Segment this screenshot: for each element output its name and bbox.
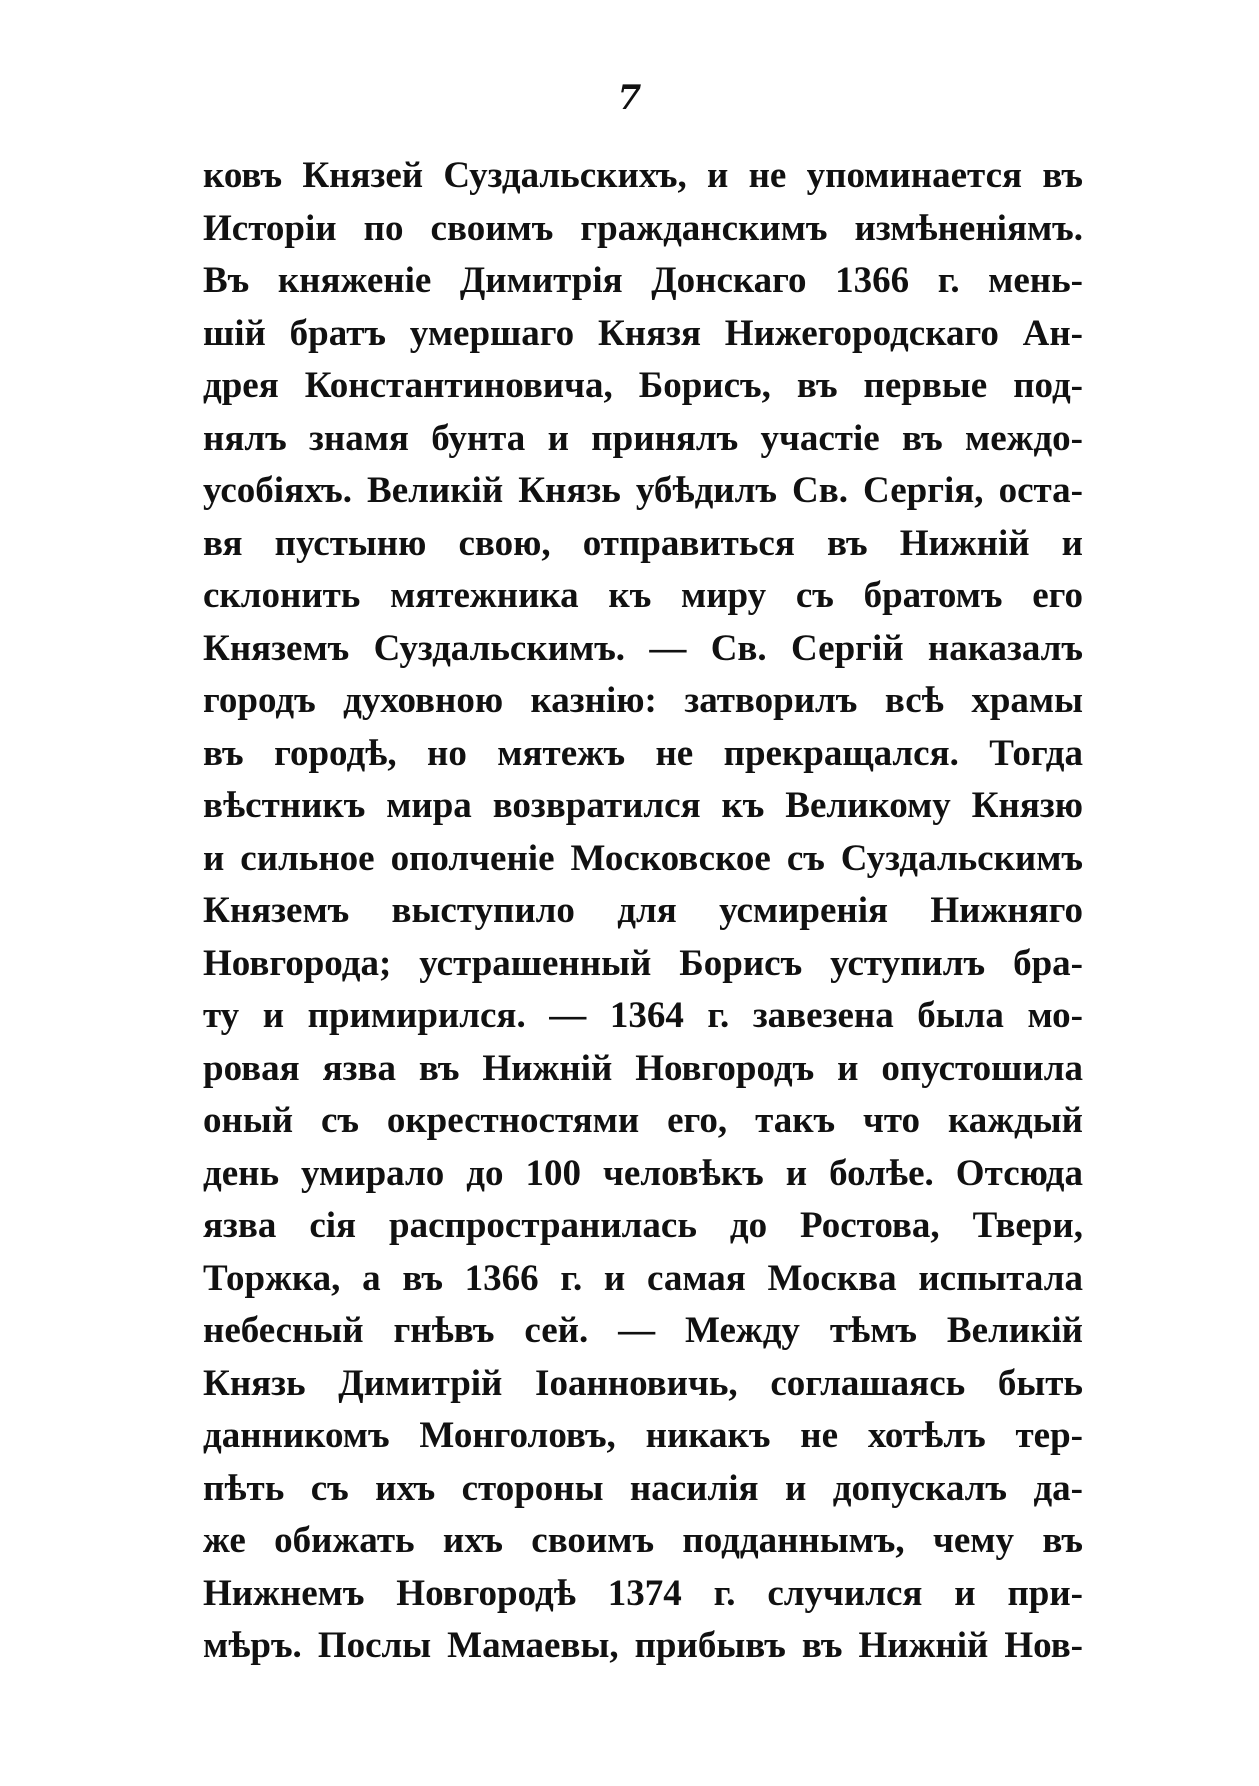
text-line: и сильное ополченіе Московское съ Суздальскимъ xyxy=(203,837,1083,879)
text-line: дрея Константиновича, Борисъ, въ первые под- xyxy=(203,365,1083,406)
text-line: вя пустыню свою, отправиться въ Нижній и xyxy=(203,522,1083,564)
text-line: городъ духовною казнію: затворилъ всѣ храмы xyxy=(203,680,1083,721)
text-line: Княземъ выступило для усмиренія Нижняго xyxy=(203,890,1083,931)
text-line: же обижать ихъ своимъ подданнымъ, чему въ xyxy=(203,1520,1083,1561)
text-line: ту и примирился. — 1364 г. завезена была мо- xyxy=(203,995,1083,1036)
text-line: день умирало до 100 человѣкъ и болѣе. Отсюда xyxy=(203,1152,1083,1194)
text-line: язва сія распространилась до Ростова, Твери, xyxy=(203,1205,1083,1246)
text-line: нялъ знамя бунта и принялъ участіе въ междо- xyxy=(203,417,1083,459)
text-line: данникомъ Монголовъ, никакъ не хотѣлъ тер- xyxy=(203,1415,1083,1456)
text-line: въ городѣ, но мятежъ не прекращался. Тогда xyxy=(203,732,1083,774)
text-line: Исторіи по своимъ гражданскимъ измѣненіямъ. xyxy=(203,207,1083,249)
text-line: усобіяхъ. Великій Князь убѣдилъ Св. Сергія, оста- xyxy=(203,470,1083,511)
body-text xyxy=(203,150,1083,1673)
text-line: ровая язва въ Нижній Новгородъ и опустошила xyxy=(203,1047,1083,1089)
text-line: Нижнемъ Новгородѣ 1374 г. случился и при- xyxy=(203,1572,1083,1614)
text-line: оный съ окрестностями его, такъ что каждый xyxy=(203,1100,1083,1141)
text-line: вѣстникъ мира возвратился къ Великому Князю xyxy=(203,785,1083,826)
text-line: Новгорода; устрашенный Борисъ уступилъ бра- xyxy=(203,942,1083,984)
text-line: Въ княженіе Димитрія Донскаго 1366 г. мень- xyxy=(203,260,1083,301)
text-line: небесный гнѣвъ сей. — Между тѣмъ Великій xyxy=(203,1310,1083,1351)
text-line: ковъ Князей Суздальскихъ, и не упоминается въ xyxy=(203,155,1083,196)
text-line: Князь Димитрій Іоанновичь, соглашаясь быть xyxy=(203,1362,1083,1404)
text-line: Княземъ Суздальскимъ. — Св. Сергій наказалъ xyxy=(203,627,1083,669)
text-line: Торжка, а въ 1366 г. и самая Москва испытала xyxy=(203,1257,1083,1299)
text-line: склонить мятежника къ миру съ братомъ его xyxy=(203,575,1083,616)
text-line: шій братъ умершаго Князя Нижегородскаго Ан- xyxy=(203,312,1083,354)
text-line: пѣть съ ихъ стороны насилія и допускалъ да- xyxy=(203,1467,1083,1509)
page-number: 7 xyxy=(617,78,642,118)
text-line: мѣръ. Послы Мамаевы, прибывъ въ Нижній Нов- xyxy=(203,1625,1083,1666)
